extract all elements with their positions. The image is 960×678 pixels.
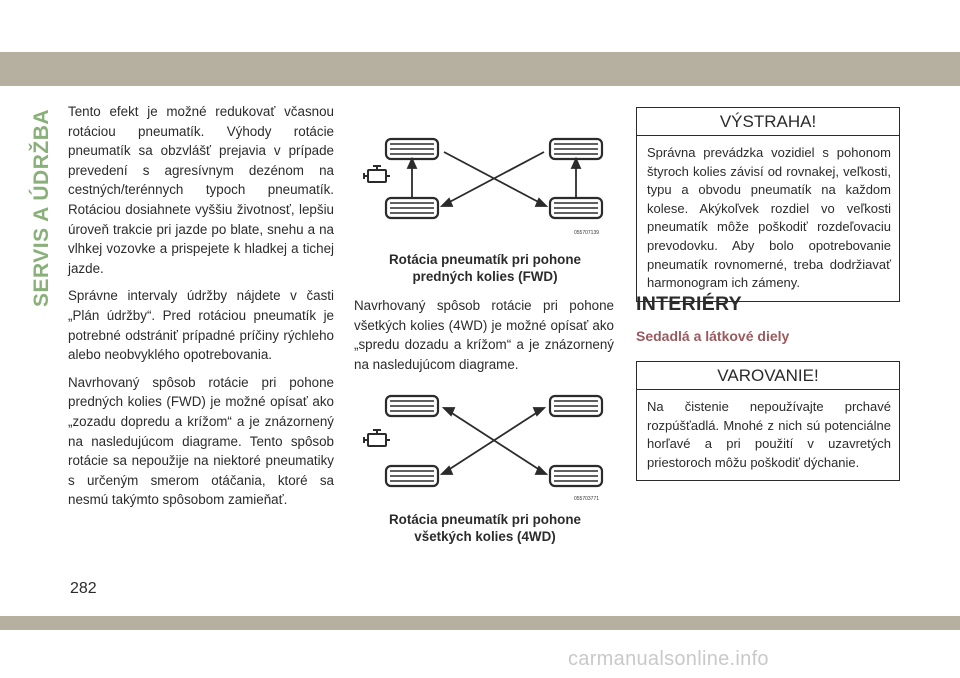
warning-title: VÝSTRAHA! <box>637 108 899 136</box>
fig1-code: 055707139 <box>574 230 600 236</box>
caution-body: Na čistenie nepoužívajte prchavé rozpúšťadlá. Mnohé z nich sú potenciálne horľavé a pri použití v uzavretých priestoroch môžu poškodiť dýchanie. <box>647 399 891 470</box>
warning-box <box>636 107 900 302</box>
engine-icon <box>364 166 390 182</box>
section-side-tab <box>30 95 54 320</box>
left-column <box>68 102 334 518</box>
4wd-caption-line1: Rotácia pneumatík pri pohone <box>389 512 581 527</box>
watermark: carmanualsonline.info <box>568 648 769 670</box>
paragraph-4wd-pattern: Navrhovaný spôsob rotácie pri pohone všetkých kolies (4WD) je možné opísať ako „spredu dozadu a krížom“ a je znázornený na nasledujúcom diagrame. <box>354 298 614 372</box>
page-number: 282 <box>70 580 97 597</box>
caution-box <box>636 361 900 481</box>
4wd-caption <box>354 511 616 545</box>
section-subheading: Sedadlá a látkové diely <box>636 328 790 344</box>
paragraph-maintenance-intervals: Správne intervaly údržby nájdete v časti „Plán údržby“. Pred rotáciou pneumatík je potrebné odstrániť prípadné príčiny rýchleho alebo neobvyklého opotrebovania. <box>68 288 334 363</box>
engine-icon <box>364 430 390 446</box>
fwd-caption-line2: predných kolies (FWD) <box>412 269 558 284</box>
middle-column <box>354 296 614 382</box>
fwd-caption <box>354 251 616 285</box>
fwd-rotation-diagram <box>360 128 610 238</box>
4wd-rotation-diagram <box>360 388 610 503</box>
fig2-code: 055703771 <box>574 496 600 502</box>
paragraph-fwd-pattern: Navrhovaný spôsob rotácie pri pohone predných kolies (FWD) je možné opísať ako „zozadu dopredu a krížom“ a je znázornený na nasledujúcom diagrame. Tento spôsob rotácie sa nepoužije na niektoré pneumatiky s určeným smerom otáčania, ktoré sa nesmú takýmto spôsobom zamieňať. <box>68 374 334 508</box>
warning-body: Správna prevádzka vozidiel s pohonom štyroch kolies závisí od rovnakej, veľkosti, typu a obvodu pneumatík na každom kolese. Akýkoľvek rozdiel vo veľkosti pneumatík môže poškodiť rozdeľovaciu prevodovku. Aby bolo opotrebovanie pneumatík rovnomerné, treba dodržiavať harmonogram ich zámeny. <box>647 145 891 291</box>
section-side-tab-label: SERVIS A ÚDRŽBA <box>30 108 53 307</box>
section-heading: INTERIÉRY <box>636 293 742 315</box>
4wd-arrows <box>442 408 546 474</box>
bottom-band <box>0 616 960 630</box>
fwd-caption-line1: Rotácia pneumatík pri pohone <box>389 252 581 267</box>
paragraph-rotation-benefits: Tento efekt je možné redukovať včasnou rotáciou pneumatík. Výhody rotácie pneumatík sa obzvlášť prejavia v prípade prevedení s agresívnym dezénom na cestných/terénnych typoch pneumatík. Rotáciou dosiahnete vyššiu životnosť, lepšiu úroveň trakcie pri jazde po blate, snehu a na vlhkej vozovke a prispejete k hladkej a tichej jazde. <box>68 104 334 276</box>
4wd-caption-line2: všetkých kolies (4WD) <box>414 529 556 544</box>
caution-title: VAROVANIE! <box>637 362 899 390</box>
top-band <box>0 52 960 86</box>
